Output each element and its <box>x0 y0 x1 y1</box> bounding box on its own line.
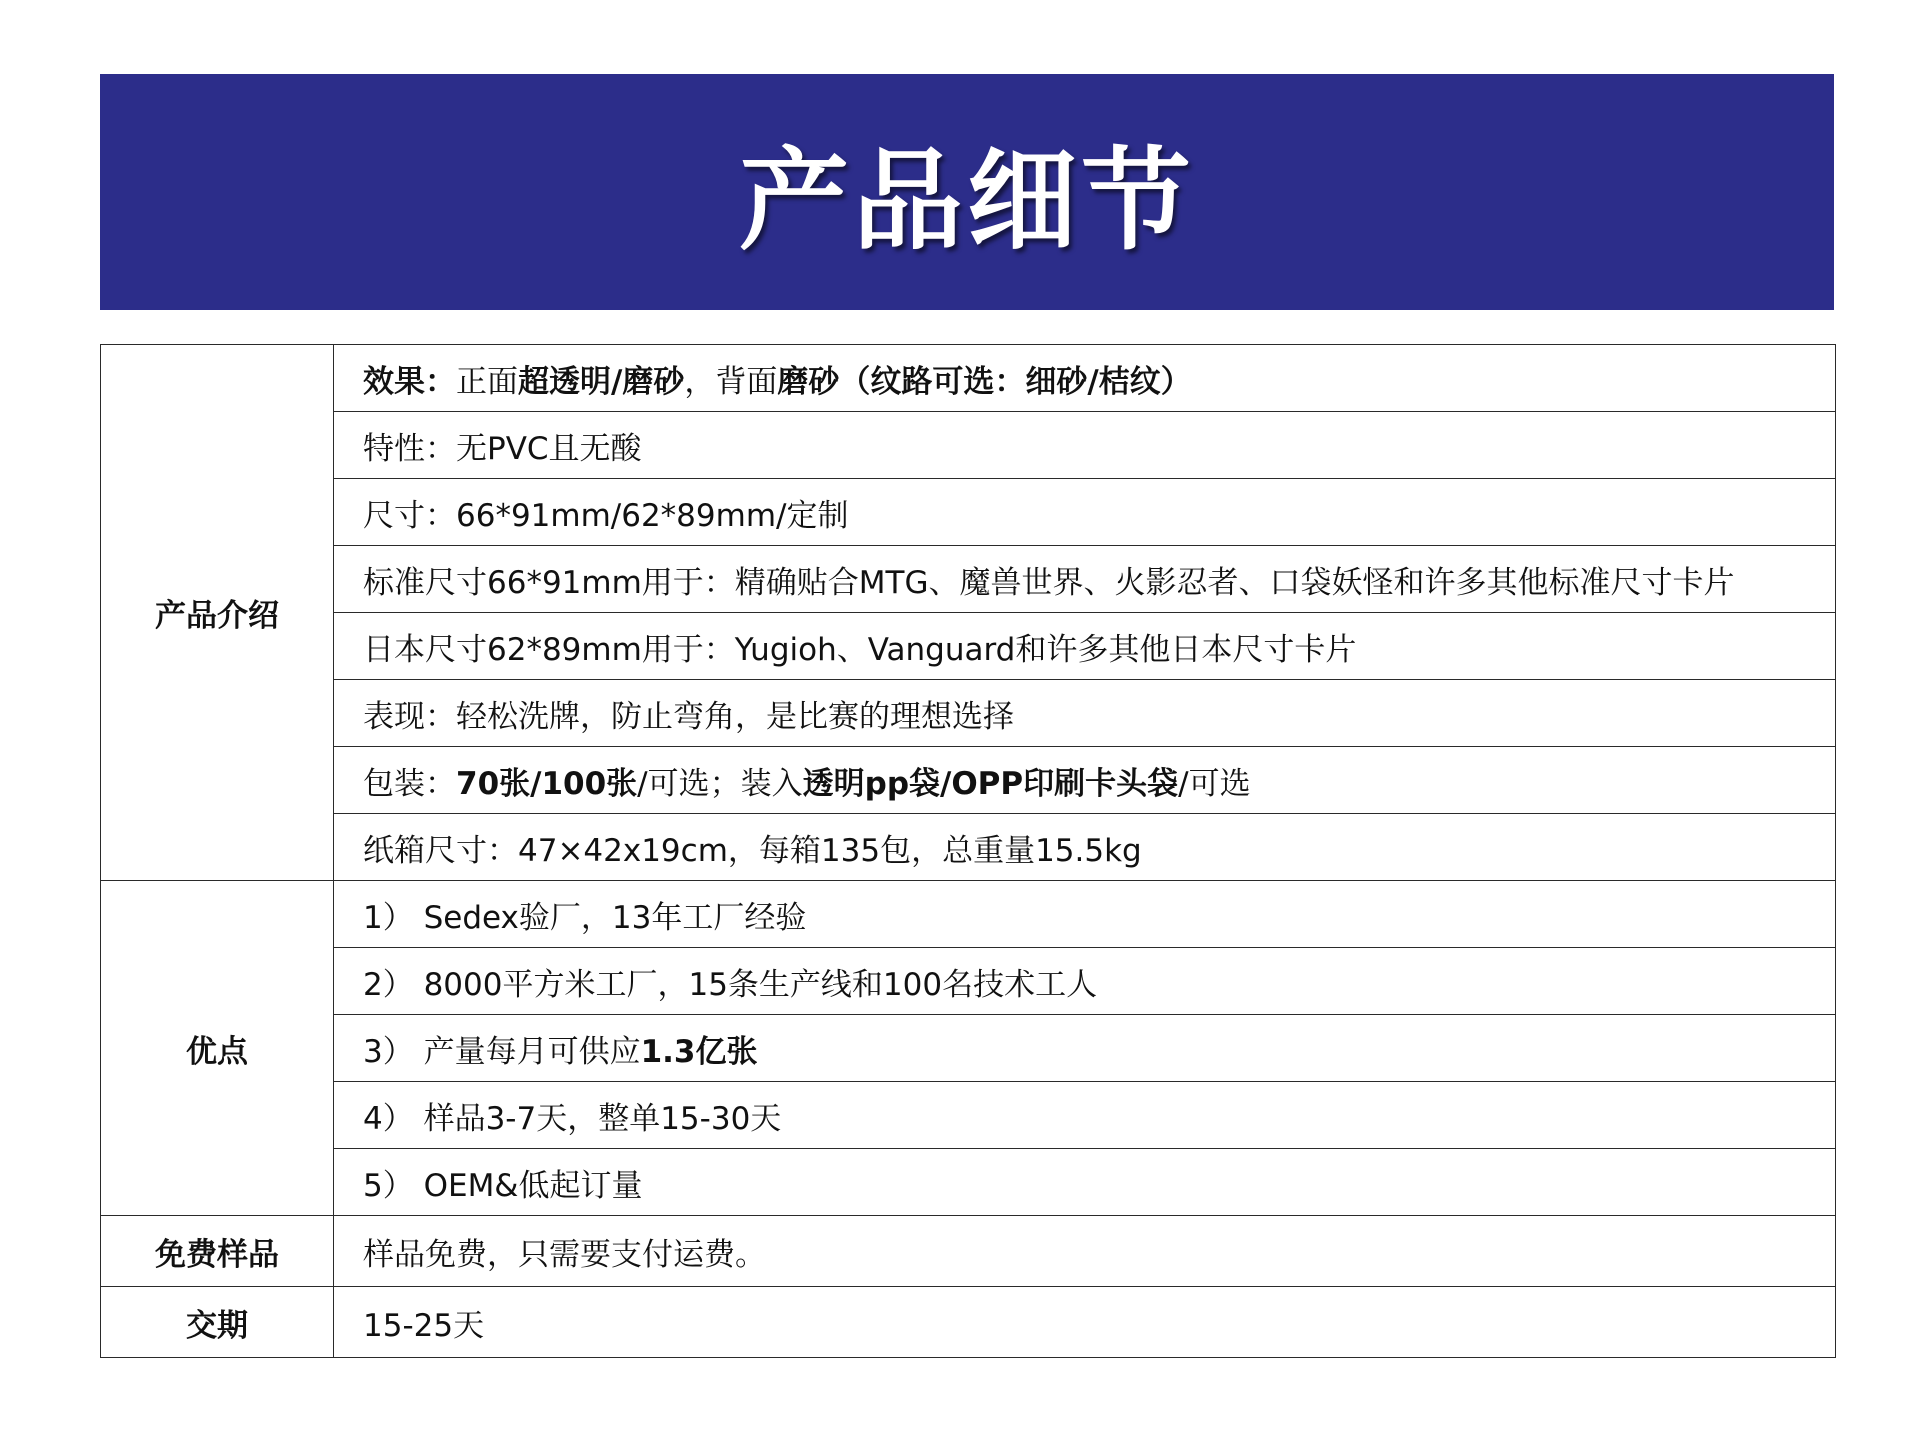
advantage-row <box>334 1082 1836 1149</box>
row-text: 4） 样品3-7天，整单15-30天 <box>363 1100 782 1137</box>
intro-row <box>334 345 1836 412</box>
row-text: 包装： <box>363 765 456 802</box>
samples-text: 样品免费，只需要支付运费。 <box>334 1216 1836 1287</box>
table-row <box>101 1015 1836 1082</box>
row-text: 1） Sedex验厂，13年工厂经验 <box>363 899 807 936</box>
row-text: /可选；装入 <box>637 765 803 802</box>
row-text: 标准尺寸66*91mm用于：精确贴合MTG、魔兽世界、火影忍者、口袋妖怪和许多其他标准尺寸卡片 <box>363 564 1735 601</box>
intro-row <box>334 680 1836 747</box>
row-text: 纸箱尺寸：47×42x19cm，每箱135包，总重量15.5kg <box>363 832 1142 869</box>
table-row <box>101 747 1836 814</box>
row-text: 表现：轻松洗牌，防止弯角，是比赛的理想选择 <box>363 698 1014 735</box>
table-row <box>101 1287 1836 1358</box>
row-text: 效果： <box>363 363 456 400</box>
table-row <box>101 948 1836 1015</box>
row-text: 正面 <box>456 363 518 400</box>
page-title: 产品细节 <box>739 137 1195 265</box>
table-row <box>101 412 1836 479</box>
row-text: 70张/100张 <box>456 765 638 802</box>
row-text: 2） 8000平方米工厂，15条生产线和100名技术工人 <box>363 966 1098 1003</box>
row-text: 日本尺寸62*89mm用于：Yugioh、Vanguard和许多其他日本尺寸卡片 <box>363 631 1357 668</box>
delivery-text: 15-25天 <box>334 1287 1836 1358</box>
category-intro: 产品介绍 <box>101 345 334 881</box>
table-row <box>101 345 1836 412</box>
header-banner <box>100 74 1834 310</box>
product-spec-table <box>100 344 1836 1358</box>
table-row <box>101 814 1836 881</box>
category-advantages: 优点 <box>101 881 334 1216</box>
intro-row <box>334 747 1836 814</box>
category-delivery: 交期 <box>101 1287 334 1358</box>
table-row <box>101 881 1836 948</box>
row-text: 磨砂（纹路可选：细砂/桔纹） <box>777 363 1192 400</box>
advantage-row <box>334 1149 1836 1216</box>
row-text: 尺寸：66*91mm/62*89mm/定制 <box>363 497 849 534</box>
row-text: 透明pp袋/OPP印刷卡头袋 <box>802 765 1179 802</box>
table-row <box>101 546 1836 613</box>
row-text: 5） OEM&低起订量 <box>363 1167 643 1204</box>
intro-row <box>334 613 1836 680</box>
intro-row <box>334 546 1836 613</box>
intro-row <box>334 412 1836 479</box>
table-row <box>101 680 1836 747</box>
row-text: 3） 产量每月可供应 <box>363 1033 641 1070</box>
category-samples: 免费样品 <box>101 1216 334 1287</box>
row-text: 特性：无PVC且无酸 <box>363 430 642 467</box>
table-row <box>101 613 1836 680</box>
row-text: /可选 <box>1178 765 1251 802</box>
row-text: 1.3亿张 <box>640 1033 758 1070</box>
advantage-row <box>334 881 1836 948</box>
advantage-row <box>334 1015 1836 1082</box>
row-text: 超透明/磨砂 <box>518 363 685 400</box>
table-row <box>101 1149 1836 1216</box>
table-row <box>101 1082 1836 1149</box>
row-text: ，背面 <box>684 363 778 400</box>
intro-row <box>334 479 1836 546</box>
intro-row <box>334 814 1836 881</box>
table-row <box>101 1216 1836 1287</box>
advantage-row <box>334 948 1836 1015</box>
table-row <box>101 479 1836 546</box>
